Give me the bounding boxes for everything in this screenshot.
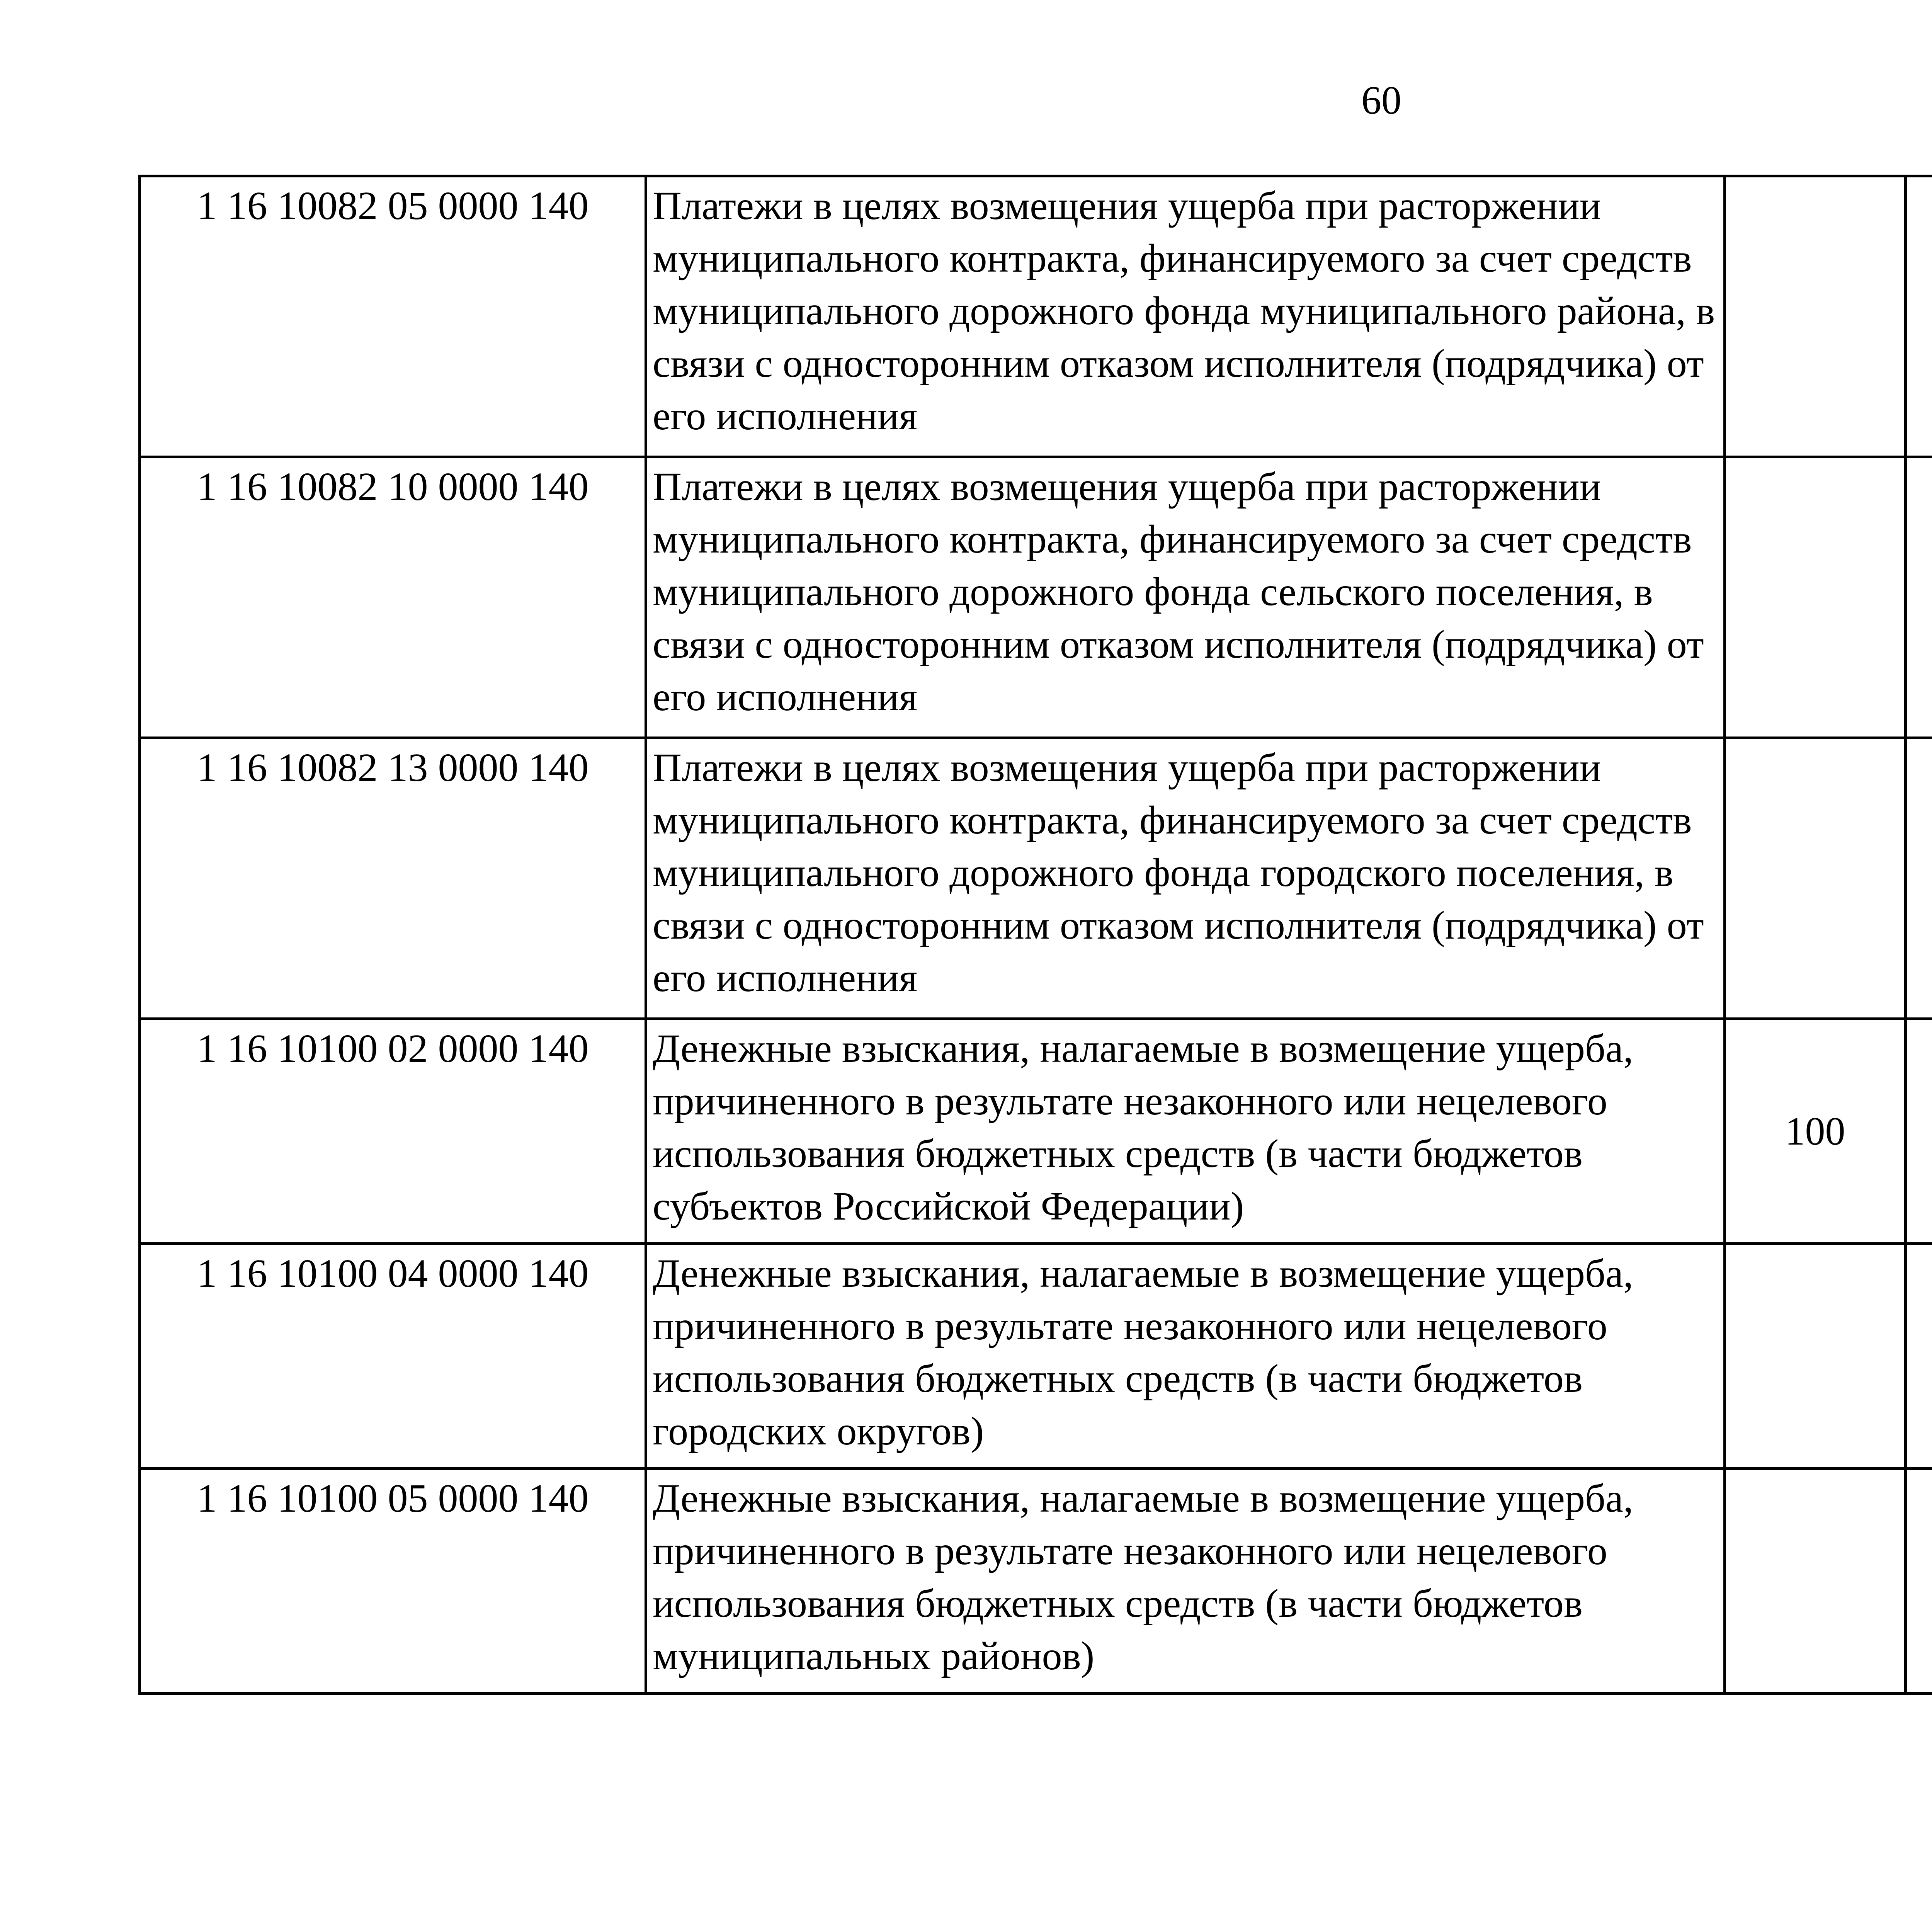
description-cell: Платежи в целях возмещения ущерба при расторжении муниципального контракта, финансируемого за счет средств муниципального дорожного фонда сельского поселения, в связи с односторонним отказом исполнителя (подрядчика) от его исполнения <box>646 457 1725 738</box>
page-number: 60 <box>1361 78 1401 122</box>
value-cell <box>1906 1469 1932 1694</box>
revenue-distribution-table <box>138 175 1932 1695</box>
budget-code-cell: 1 16 10100 04 0000 140 <box>140 1244 646 1469</box>
value-cell <box>1906 1244 1932 1469</box>
budget-code-cell: 1 16 10100 02 0000 140 <box>140 1019 646 1244</box>
table-row <box>140 457 1932 738</box>
table-row <box>140 1244 1932 1469</box>
value-cell <box>1906 1019 1932 1244</box>
value-cell <box>1725 1469 1906 1694</box>
value-cell <box>1906 738 1932 1019</box>
value-cell <box>1906 176 1932 457</box>
table-row <box>140 1469 1932 1694</box>
value-cell <box>1725 738 1906 1019</box>
table-row <box>140 738 1932 1019</box>
description-cell: Денежные взыскания, налагаемые в возмещение ущерба, причиненного в результате незаконного или нецелевого использования бюджетных средств (в части бюджетов городских округов) <box>646 1244 1725 1469</box>
description-cell: Денежные взыскания, налагаемые в возмещение ущерба, причиненного в результате незаконного или нецелевого использования бюджетных средств (в части бюджетов муниципальных районов) <box>646 1469 1725 1694</box>
value-cell: 100 <box>1725 1019 1906 1244</box>
value-cell <box>1725 457 1906 738</box>
value-cell <box>1725 176 1906 457</box>
description-cell: Платежи в целях возмещения ущерба при расторжении муниципального контракта, финансируемого за счет средств муниципального дорожного фонда городского поселения, в связи с односторонним отказом исполнителя (подрядчика) от его исполнения <box>646 738 1725 1019</box>
budget-code-cell: 1 16 10082 13 0000 140 <box>140 738 646 1019</box>
value-cell <box>1906 457 1932 738</box>
description-cell: Платежи в целях возмещения ущерба при расторжении муниципального контракта, финансируемого за счет средств муниципального дорожного фонда муниципального района, в связи с односторонним отказом исполнителя (подрядчика) от его исполнения <box>646 176 1725 457</box>
value-cell <box>1725 1244 1906 1469</box>
budget-code-cell: 1 16 10082 05 0000 140 <box>140 176 646 457</box>
table-row <box>140 1019 1932 1244</box>
budget-code-cell: 1 16 10082 10 0000 140 <box>140 457 646 738</box>
description-cell: Денежные взыскания, налагаемые в возмещение ущерба, причиненного в результате незаконного или нецелевого использования бюджетных средств (в части бюджетов субъектов Российской Федерации) <box>646 1019 1725 1244</box>
budget-code-cell: 1 16 10100 05 0000 140 <box>140 1469 646 1694</box>
table-row <box>140 176 1932 457</box>
